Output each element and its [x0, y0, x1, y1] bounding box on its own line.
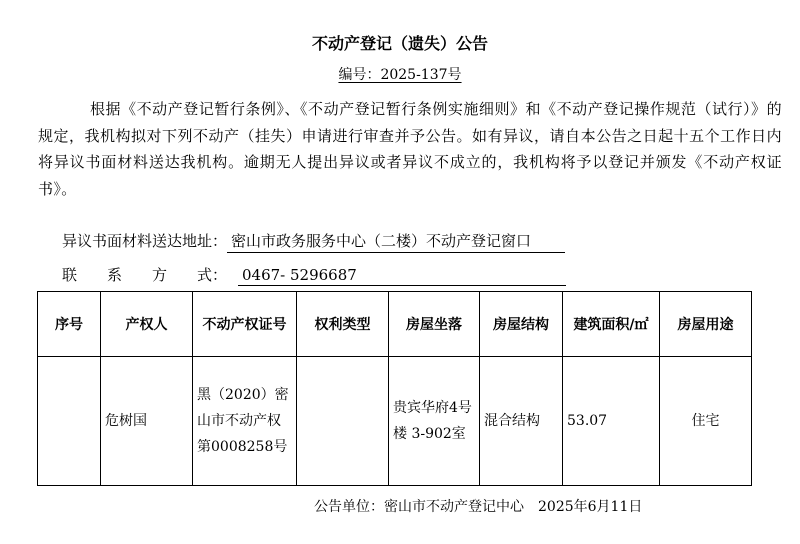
- contact-phone-value: 0467- 5296687: [238, 266, 566, 286]
- header-area: 建筑面积/㎡: [563, 292, 660, 357]
- header-owner: 产权人: [101, 292, 193, 357]
- header-right-type: 权利类型: [297, 292, 389, 357]
- objection-address-value: 密山市政务服务中心（二楼）不动产登记窗口: [227, 230, 565, 253]
- contact-phone-label: 联 系 方 式：: [62, 266, 228, 284]
- notice-title: 不动产登记（遗失）公告: [311, 34, 488, 53]
- notice-paragraph: 根据《不动产登记暂行条例》、《不动产登记暂行条例实施细则》和《不动产登记操作规范（试行）》的规定，我机构拟对下列不动产（挂失）申请进行审查并予公告。如有异议，请自本公告之日起十五个工作日内将异议书面材料送达我机构。逾期无人提出异议或者异议不成立的，我机构将予以登记并颁发《不动产权证书》。: [38, 100, 782, 198]
- header-structure: 房屋结构: [480, 292, 563, 357]
- doc-number-line: [0, 64, 800, 84]
- objection-address: [62, 230, 565, 253]
- property-table: [37, 291, 752, 486]
- cell-location: 贵宾华府4号楼 3-902室: [389, 357, 480, 486]
- objection-address-label: 异议书面材料送达地址：: [62, 232, 228, 250]
- header-cert-no: 不动产权证号: [193, 292, 297, 357]
- cell-structure: 混合结构: [480, 357, 563, 486]
- cell-cert-no: 黑（2020）密山市不动产权第0008258号: [193, 357, 297, 486]
- cell-seq: [38, 357, 101, 486]
- table-row: [38, 357, 752, 486]
- header-seq: 序号: [38, 292, 101, 357]
- cell-owner: 危树国: [101, 357, 193, 486]
- cell-area: 53.07: [563, 357, 660, 486]
- cell-right-type: [297, 357, 389, 486]
- header-location: 房屋坐落: [389, 292, 480, 357]
- doc-number: 编号：2025-137号: [338, 67, 462, 83]
- cell-usage: 住宅: [660, 357, 752, 486]
- table-header-row: [38, 292, 752, 357]
- notice-footer: [314, 496, 656, 516]
- issuer: 公告单位：密山市不动产登记中心: [314, 499, 524, 515]
- contact-phone: [62, 264, 566, 286]
- header-usage: 房屋用途: [660, 292, 752, 357]
- issue-date: 2025年6月11日: [538, 499, 643, 515]
